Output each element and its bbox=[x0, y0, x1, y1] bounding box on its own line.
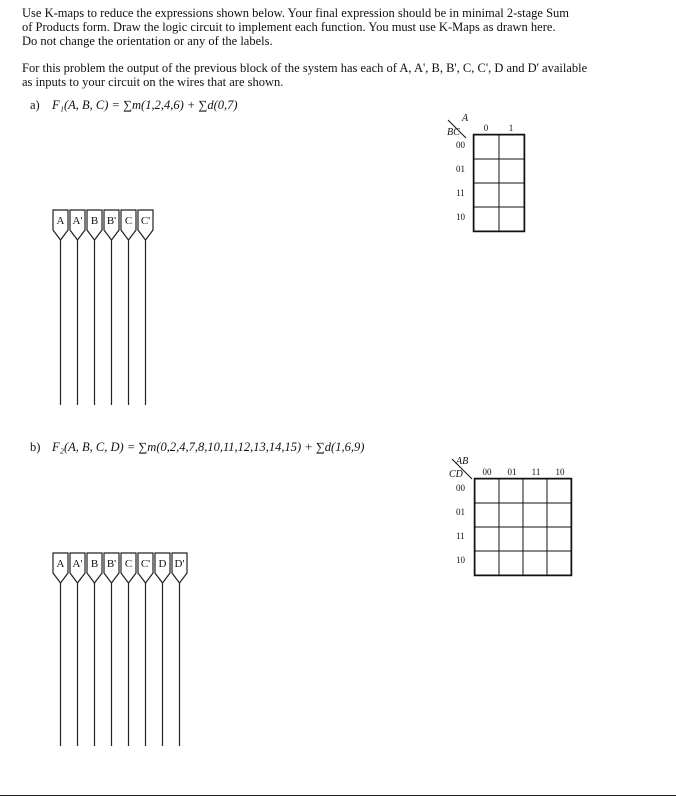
input-label: C bbox=[124, 215, 133, 227]
input-label: A' bbox=[72, 215, 83, 227]
kmap-a-row-label: 10 bbox=[456, 212, 465, 222]
instructions-line-3: Do not change the orientation or any of the labels. bbox=[22, 34, 273, 49]
kmap-b-col-label: 01 bbox=[507, 467, 517, 477]
input-wire[interactable] bbox=[138, 553, 153, 746]
kmap-a-row-var: BC bbox=[447, 127, 460, 138]
kmap-b-row-label: 11 bbox=[456, 531, 465, 541]
part-a-expression: F₁(A, B, C) = ∑m(1,2,4,6) + ∑d(0,7) bbox=[52, 98, 238, 112]
input-label: B' bbox=[106, 215, 117, 227]
input-label: C' bbox=[140, 558, 151, 570]
part-b-expression: F₂(A, B, C, D) = ∑m(0,2,4,7,8,10,11,12,13,14,15) + ∑d(1,6,9) bbox=[52, 440, 365, 454]
kmap-a-col-label: 1 bbox=[508, 123, 514, 133]
input-wire[interactable] bbox=[87, 553, 102, 746]
page-bottom-rule bbox=[0, 795, 676, 796]
kmap-b-row-label: 10 bbox=[456, 555, 465, 565]
kmap-a-row-label: 00 bbox=[456, 140, 465, 150]
kmap-a-col-label: 0 bbox=[483, 123, 489, 133]
part-b-label: b) bbox=[30, 440, 41, 454]
problem-note-line-2: as inputs to your circuit on the wires that are shown. bbox=[22, 75, 284, 90]
kmap-a-col-var: A bbox=[462, 113, 469, 124]
problem-note-line-1: For this problem the output of the previous block of the system has each of A, A', B, B', C, C', D and D' available bbox=[22, 61, 588, 75]
input-wire[interactable] bbox=[155, 553, 170, 746]
part-a-label: a) bbox=[30, 98, 40, 112]
instructions-line-1: Use K-maps to reduce the expressions shown below. Your final expression should be in minimal 2-stage Sum bbox=[22, 6, 570, 20]
input-label: D' bbox=[174, 558, 185, 570]
input-wire[interactable] bbox=[70, 553, 85, 746]
input-label: C' bbox=[140, 215, 151, 227]
input-wire[interactable] bbox=[53, 553, 68, 746]
input-label: B bbox=[90, 215, 99, 227]
input-label: B bbox=[90, 558, 99, 570]
kmap-b-col-label: 10 bbox=[555, 467, 565, 477]
input-label: A bbox=[56, 558, 65, 570]
input-wire[interactable] bbox=[121, 553, 136, 746]
input-label: D bbox=[158, 558, 167, 570]
input-label: A bbox=[56, 215, 65, 227]
kmap-b-row-label: 01 bbox=[456, 507, 465, 517]
kmap-b-col-label: 00 bbox=[482, 467, 492, 477]
kmap-a-row-label: 11 bbox=[456, 188, 465, 198]
input-wire[interactable] bbox=[104, 553, 119, 746]
kmap-b-col-label: 11 bbox=[531, 467, 541, 477]
instructions-line-2: of Products form. Draw the logic circuit to implement each function. You must use K-Maps as drawn here. bbox=[22, 20, 556, 35]
input-label: A' bbox=[72, 558, 83, 570]
kmap-b-row-label: 00 bbox=[456, 483, 465, 493]
input-wire[interactable] bbox=[172, 553, 187, 746]
kmap-b-col-var: AB bbox=[456, 456, 469, 467]
kmap-a-row-label: 01 bbox=[456, 164, 465, 174]
input-label: C bbox=[124, 558, 133, 570]
kmap-b-row-var: CD bbox=[449, 469, 463, 480]
input-label: B' bbox=[106, 558, 117, 570]
